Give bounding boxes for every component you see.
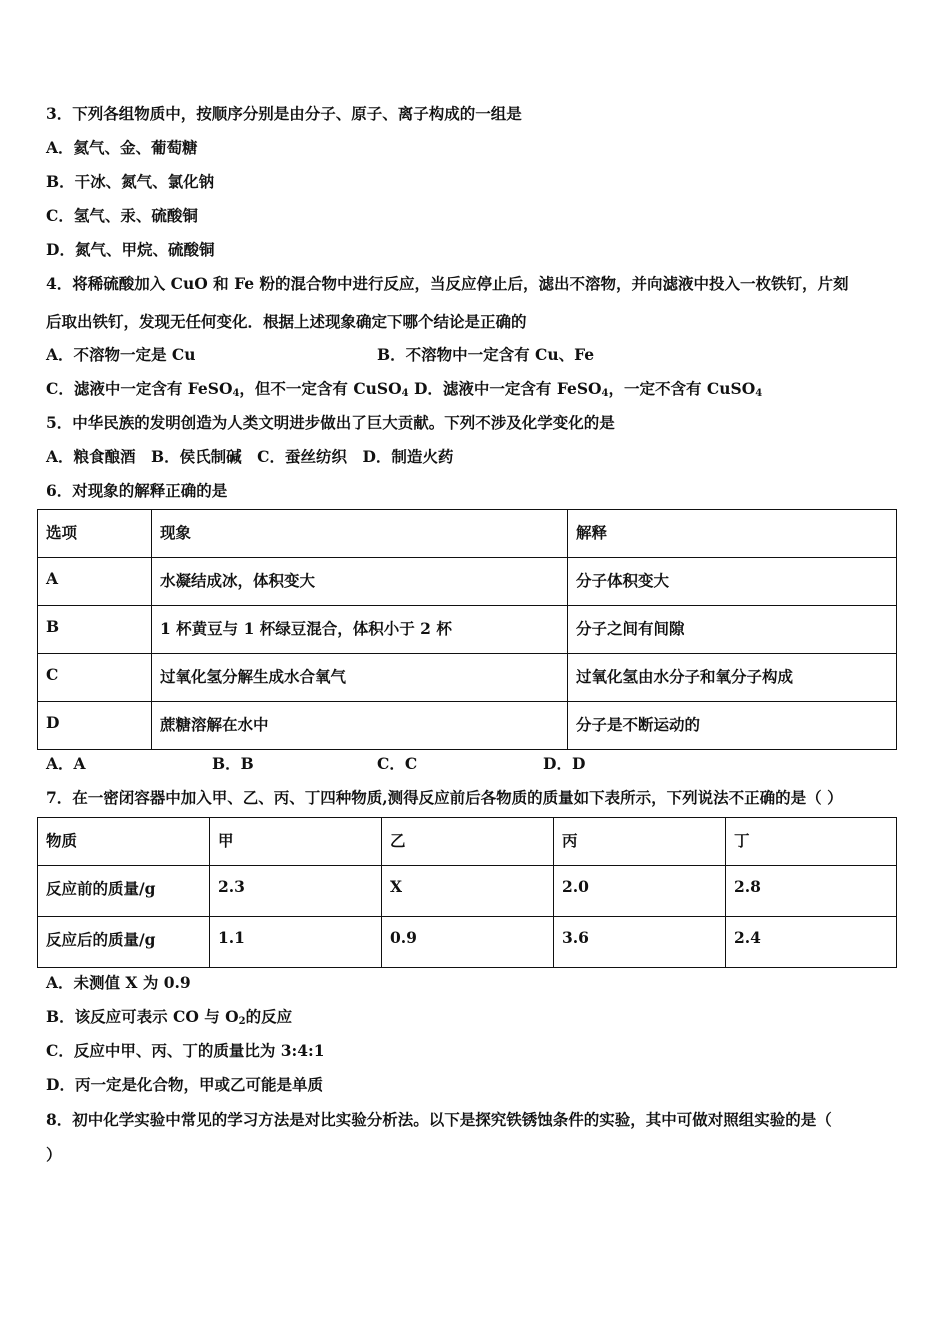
table-cell: B bbox=[38, 606, 152, 654]
table-row bbox=[38, 818, 897, 866]
table-cell: 2.3 bbox=[210, 866, 382, 917]
q7-option-d: D．丙一定是化合物，甲或乙可能是单质 bbox=[46, 1075, 323, 1094]
q7-header-bing: 丙 bbox=[554, 818, 726, 866]
q7-option-a: A．未测值 X 为 0.9 bbox=[46, 973, 191, 992]
q6-option-d: D．D bbox=[543, 754, 586, 773]
table-row bbox=[38, 866, 897, 917]
table-cell: 水凝结成冰，体积变大 bbox=[152, 558, 568, 606]
q3-option-a: A．氦气、金、葡萄糖 bbox=[46, 138, 198, 157]
q5-stem: 5．中华民族的发明创造为人类文明进步做出了巨大贡献。下列不涉及化学变化的是 bbox=[46, 413, 615, 432]
q3-stem: 3．下列各组物质中，按顺序分别是由分子、原子、离子构成的一组是 bbox=[46, 104, 522, 123]
q7-header-yi: 乙 bbox=[382, 818, 554, 866]
q5-options: A．粮食酿酒 B．侯氏制碱 C．蚕丝纺织 D．制造火药 bbox=[46, 447, 454, 466]
q4-option-d-subscript-2: 4 bbox=[755, 388, 763, 399]
table-cell: 过氧化氢由水分子和氧分子构成 bbox=[568, 654, 897, 702]
q4-option-c-subscript: 4 bbox=[232, 388, 240, 399]
table-cell: 反应前的质量/g bbox=[38, 866, 210, 917]
q4-option-a: A．不溶物一定是 Cu bbox=[46, 345, 196, 364]
q7-option-b-subscript: 2 bbox=[238, 1016, 246, 1027]
table-cell: 2.0 bbox=[554, 866, 726, 917]
q7-option-b bbox=[46, 1005, 292, 1027]
q4-options-cd bbox=[46, 377, 762, 399]
table-cell: 反应后的质量/g bbox=[38, 917, 210, 968]
table-cell: 2.4 bbox=[726, 917, 897, 968]
q6-header-option: 选项 bbox=[38, 510, 152, 558]
q6-option-c: C．C bbox=[377, 754, 418, 773]
q8-stem-line2: ） bbox=[46, 1145, 62, 1164]
table-cell: 过氧化氢分解生成水合氧气 bbox=[152, 654, 568, 702]
table-cell: 分子之间有间隙 bbox=[568, 606, 897, 654]
q7-header-substance: 物质 bbox=[38, 818, 210, 866]
q6-header-phenomenon: 现象 bbox=[152, 510, 568, 558]
table-cell: 分子体积变大 bbox=[568, 558, 897, 606]
q6-table bbox=[37, 509, 897, 750]
q8-stem-line1: 8．初中化学实验中常见的学习方法是对比实验分析法。以下是探究铁锈蚀条件的实验，其中可做对照组实验的是（ bbox=[46, 1110, 832, 1129]
table-row bbox=[38, 702, 897, 750]
q4-stem-line1: 4．将稀硫酸加入 CuO 和 Fe 粉的混合物中进行反应，当反应停止后，滤出不溶物，并向滤液中投入一枚铁钉，片刻 bbox=[46, 274, 849, 293]
q4-option-d-text-2: ，一定不含有 CuSO bbox=[608, 379, 756, 398]
q6-header-explanation: 解释 bbox=[568, 510, 897, 558]
q3-option-b: B．干冰、氮气、氯化钠 bbox=[46, 172, 215, 191]
q7-header-ding: 丁 bbox=[726, 818, 897, 866]
q4-option-d-text: D．滤液中一定含有 FeSO bbox=[408, 379, 602, 398]
q7-stem: 7．在一密闭容器中加入甲、乙、丙、丁四种物质,测得反应前后各物质的质量如下表所示，下列说法不正确的是（ ） bbox=[46, 788, 843, 807]
table-cell: A bbox=[38, 558, 152, 606]
q3-option-c: C．氢气、汞、硫酸铜 bbox=[46, 206, 198, 225]
table-cell: 2.8 bbox=[726, 866, 897, 917]
table-cell: 1.1 bbox=[210, 917, 382, 968]
table-row bbox=[38, 654, 897, 702]
table-cell: 0.9 bbox=[382, 917, 554, 968]
q4-option-c-text-2: ，但不一定含有 CuSO bbox=[239, 379, 402, 398]
q4-option-d-subscript: 4 bbox=[601, 388, 609, 399]
table-cell: D bbox=[38, 702, 152, 750]
table-cell: 1 杯黄豆与 1 杯绿豆混合，体积小于 2 杯 bbox=[152, 606, 568, 654]
table-cell: C bbox=[38, 654, 152, 702]
table-cell: 分子是不断运动的 bbox=[568, 702, 897, 750]
q4-option-c-subscript-2: 4 bbox=[401, 388, 409, 399]
q7-table bbox=[37, 817, 897, 968]
q7-header-jia: 甲 bbox=[210, 818, 382, 866]
table-cell: 3.6 bbox=[554, 917, 726, 968]
q7-option-b-text-2: 的反应 bbox=[245, 1007, 293, 1026]
q4-stem-line2: 后取出铁钉，发现无任何变化．根据上述现象确定下哪个结论是正确的 bbox=[46, 312, 527, 331]
table-cell: X bbox=[382, 866, 554, 917]
q3-option-d: D．氮气、甲烷、硫酸铜 bbox=[46, 240, 215, 259]
q4-option-c-text: C．滤液中一定含有 FeSO bbox=[46, 379, 233, 398]
table-row bbox=[38, 510, 897, 558]
q6-option-a: A．A bbox=[46, 754, 86, 773]
q7-option-b-text: B．该反应可表示 CO 与 O bbox=[46, 1007, 239, 1026]
table-row bbox=[38, 558, 897, 606]
q6-stem: 6．对现象的解释正确的是 bbox=[46, 481, 228, 500]
q7-option-c: C．反应中甲、丙、丁的质量比为 3:4:1 bbox=[46, 1041, 325, 1060]
q6-option-b: B．B bbox=[212, 754, 254, 773]
q4-option-b: B．不溶物中一定含有 Cu、Fe bbox=[377, 345, 595, 364]
table-row bbox=[38, 606, 897, 654]
table-cell: 蔗糖溶解在水中 bbox=[152, 702, 568, 750]
table-row bbox=[38, 917, 897, 968]
